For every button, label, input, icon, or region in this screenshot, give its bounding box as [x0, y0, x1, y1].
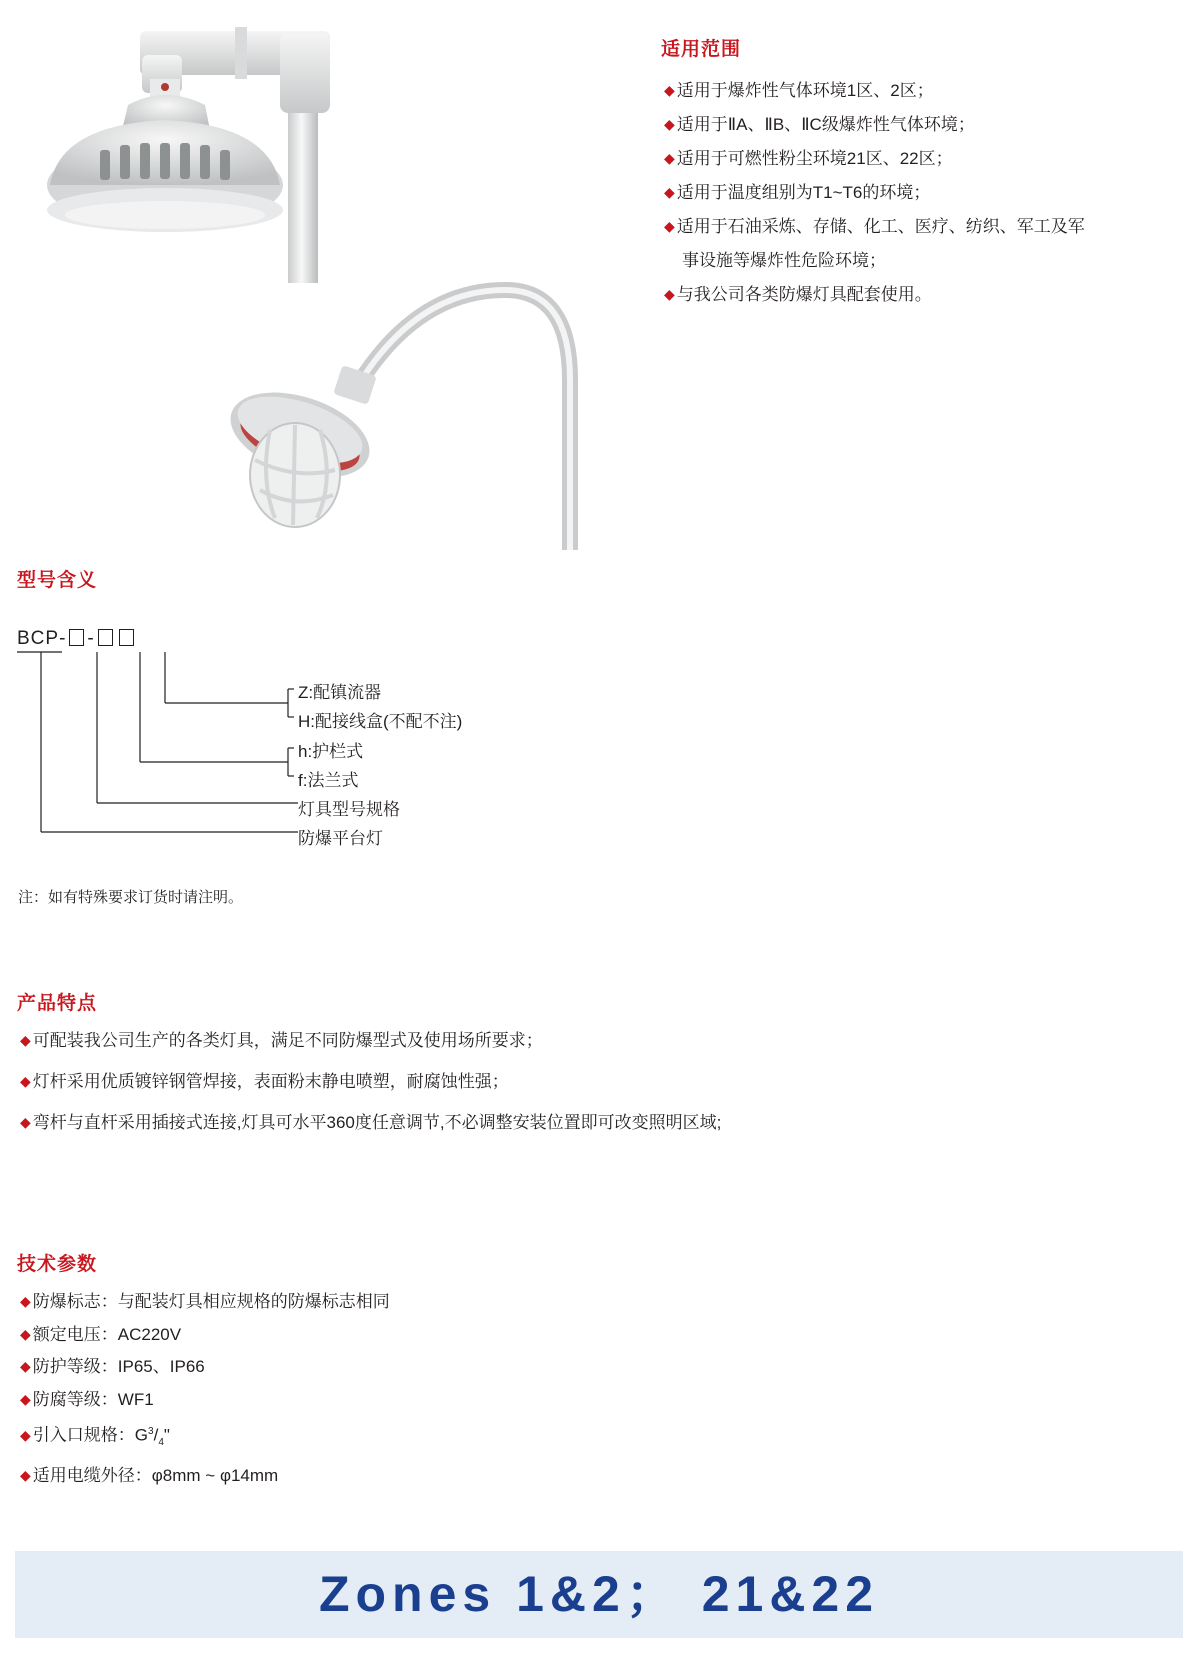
list-item: ◆ 防护等级：IP65、IP66: [20, 1351, 820, 1384]
model-code-dash: -: [87, 628, 95, 649]
params-list: [20, 1286, 820, 1492]
list-item: ◆ 引入口规格：$G^3/_4$": [20, 1416, 820, 1460]
list-item: ◆ 适用电缆外径：φ8mm ~ φ14mm: [20, 1460, 820, 1493]
red-diamond-icon: ◆: [664, 150, 675, 166]
red-diamond-icon: ◆: [20, 1358, 31, 1374]
list-item: ◆ 弯杆与直杆采用插接式连接,灯具可水平360度任意调节,不必调整安装位置即可改变照明区域;: [20, 1106, 1170, 1140]
red-diamond-icon: ◆: [20, 1073, 31, 1089]
red-diamond-icon: ◆: [20, 1466, 31, 1483]
red-diamond-icon: ◆: [664, 218, 675, 234]
list-item: ◆ 适用于石油采炼、存储、化工、医疗、纺织、军工及军: [664, 210, 1194, 244]
list-item-continuation: 事设施等爆炸性危险环境；: [682, 251, 886, 270]
list-item: ◆ 可配装我公司生产的各类灯具，满足不同防爆型式及使用场所要求；: [20, 1024, 1170, 1058]
zones-text: Zones 1&2； 21&22: [318, 1566, 880, 1622]
zones-banner: [15, 1551, 1183, 1638]
scope-list: [664, 74, 1194, 312]
list-item: ◆ 防爆标志：与配装灯具相应规格的防爆标志相同: [20, 1286, 820, 1319]
legend-lamp-model: 灯具型号规格: [298, 800, 400, 819]
list-item: ◆ 与我公司各类防爆灯具配套使用。: [664, 278, 1194, 312]
scope-heading: 适用范围: [661, 39, 742, 60]
legend-platform-lamp: 防爆平台灯: [298, 829, 383, 848]
red-diamond-icon: ◆: [20, 1114, 31, 1130]
features-heading: 产品特点: [17, 993, 98, 1014]
list-item: ◆ 适用于ⅡA、ⅡB、ⅡC级爆炸性气体环境；: [664, 108, 1194, 142]
model-heading: 型号含义: [17, 570, 98, 591]
legend-flange-type: f:法兰式: [298, 771, 359, 790]
list-item: ◆ 灯杆采用优质镀锌钢管焊接，表面粉末静电喷塑，耐腐蚀性强；: [20, 1065, 1170, 1099]
model-code-connector-lines: [0, 0, 320, 860]
list-item: ◆ 额定电压：AC220V: [20, 1319, 820, 1352]
list-item: ◆ 适用于爆炸性气体环境1区、2区；: [664, 74, 1194, 108]
params-heading: 技术参数: [17, 1254, 98, 1275]
thread-numerator: 3: [148, 1426, 154, 1437]
legend-junction-box: H:配接线盒(不配不注): [298, 712, 463, 731]
red-diamond-icon: ◆: [20, 1426, 31, 1443]
list-item: ◆ 适用于温度组别为T1~T6的环境；: [664, 176, 1194, 210]
model-code-prefix: BCP: [17, 628, 60, 649]
red-diamond-icon: ◆: [20, 1325, 31, 1342]
list-item: ◆ 适用于可燃性粉尘环境21区、22区；: [664, 142, 1194, 176]
thread-unit: ": [163, 1425, 170, 1445]
legend-guard-type: h:护栏式: [298, 742, 364, 761]
features-list: [20, 1024, 1170, 1140]
red-diamond-icon: ◆: [664, 116, 675, 132]
red-diamond-icon: ◆: [664, 184, 675, 200]
list-item: ◆ 防腐等级：WF1: [20, 1384, 820, 1417]
thread-denominator: 4: [158, 1437, 164, 1449]
order-note: 注：如有特殊要求订货时请注明。: [18, 889, 244, 906]
red-diamond-icon: ◆: [20, 1390, 31, 1407]
red-diamond-icon: ◆: [664, 82, 675, 98]
legend-ballast: Z:配镇流器: [298, 683, 382, 702]
model-code-dash: -: [59, 628, 67, 649]
red-diamond-icon: ◆: [664, 286, 675, 302]
red-diamond-icon: ◆: [20, 1032, 31, 1048]
red-diamond-icon: ◆: [20, 1293, 31, 1309]
